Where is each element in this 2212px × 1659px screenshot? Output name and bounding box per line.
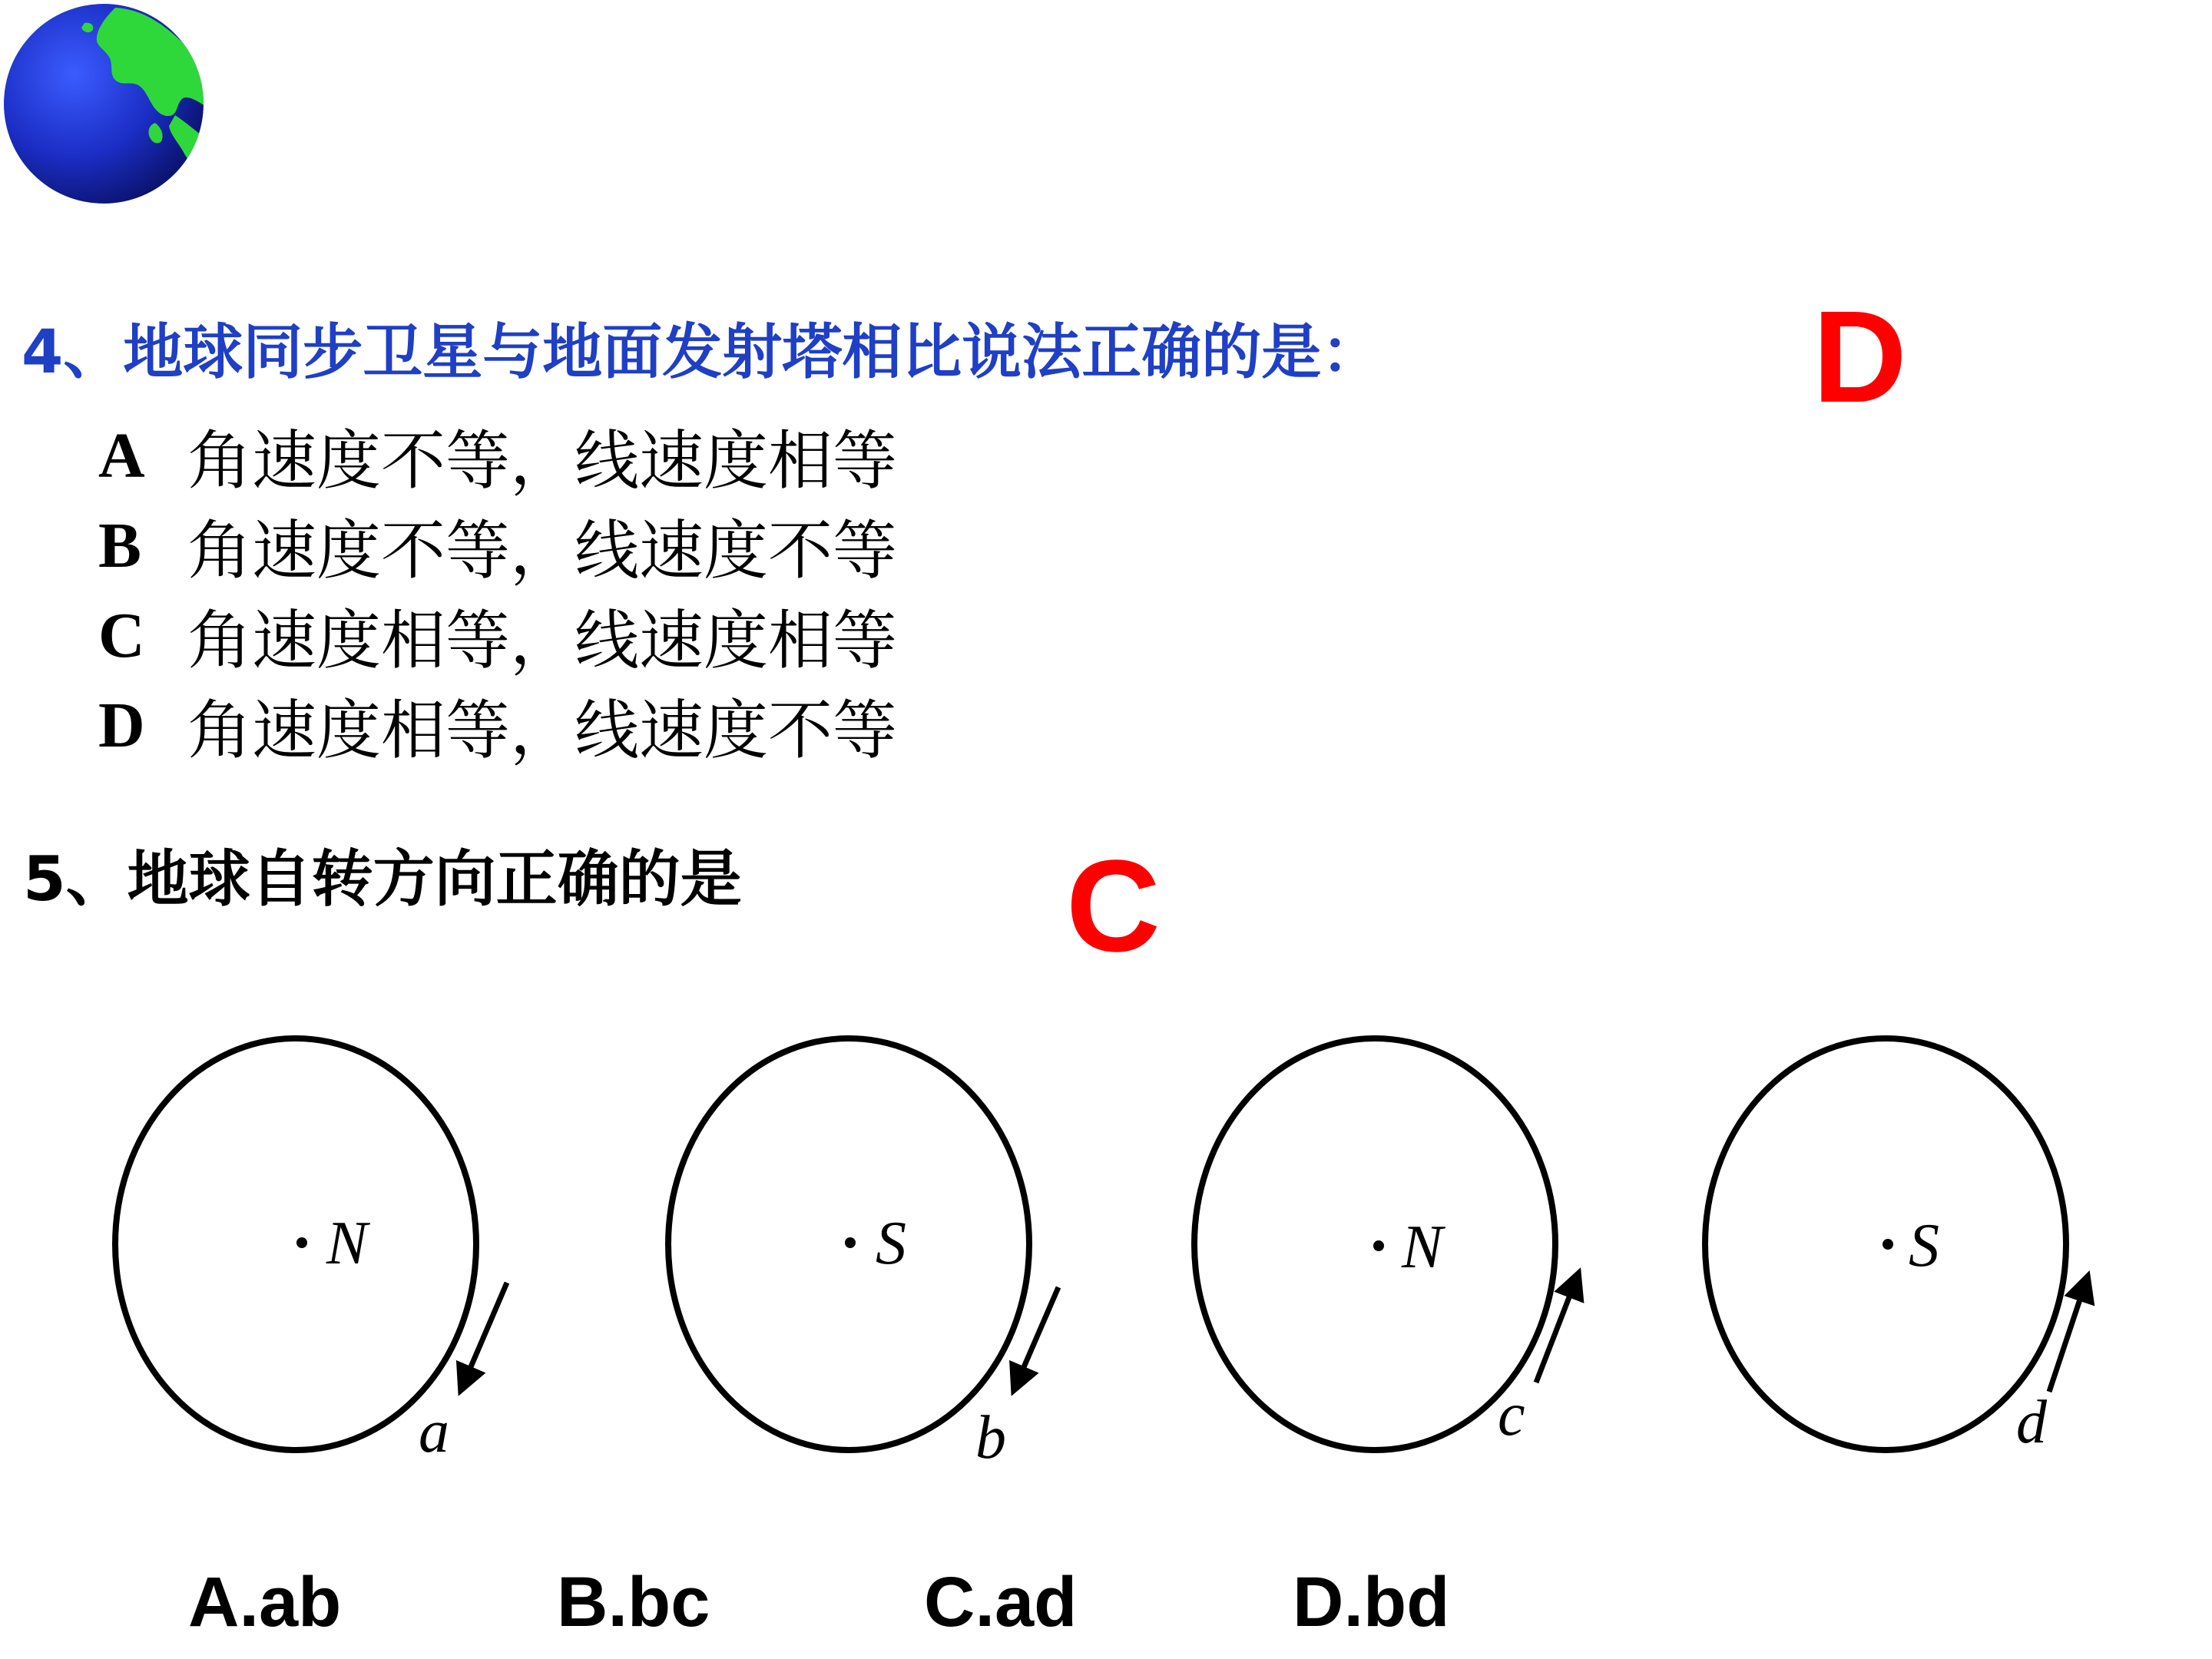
option-text: 角速度不等，线速度不等 bbox=[187, 513, 898, 588]
option-text: 角速度相等，线速度相等 bbox=[187, 603, 898, 678]
pole-dot bbox=[1373, 1240, 1384, 1251]
option-letter: D bbox=[98, 690, 145, 761]
option-letter: A bbox=[98, 420, 145, 492]
pole-label: S bbox=[876, 1210, 906, 1277]
question-5-title: 5、地球自转方向正确的是 bbox=[23, 843, 742, 915]
option-b bbox=[98, 501, 897, 591]
rotation-arrow bbox=[2049, 1277, 2088, 1392]
figure-label: c bbox=[1498, 1381, 1525, 1449]
pole-label: N bbox=[326, 1210, 368, 1277]
pole-label: S bbox=[1909, 1212, 1939, 1280]
pole-dot bbox=[1883, 1239, 1893, 1250]
choice-a: A.ab bbox=[188, 1563, 342, 1641]
rotation-diagrams bbox=[0, 998, 2212, 1490]
figure-b bbox=[668, 1038, 1058, 1472]
option-d bbox=[98, 680, 897, 770]
question-5-answer: C bbox=[1066, 833, 1161, 979]
choice-c: C.ad bbox=[924, 1563, 1078, 1641]
figure-c bbox=[1194, 1038, 1578, 1450]
option-letter: C bbox=[98, 600, 145, 671]
option-c bbox=[98, 591, 897, 680]
question-4-title: 4、地球同步卫星与地面发射塔相比说法正确的是： bbox=[22, 318, 1382, 387]
question-4-options bbox=[98, 411, 897, 770]
option-text: 角速度不等，线速度相等 bbox=[187, 423, 898, 498]
pole-label: N bbox=[1402, 1214, 1443, 1281]
figure-a bbox=[115, 1038, 507, 1465]
question-5-choices bbox=[0, 1563, 2212, 1644]
earth-globe-icon bbox=[0, 0, 207, 207]
figure-label: d bbox=[2016, 1389, 2047, 1456]
option-a bbox=[98, 411, 897, 501]
choice-d: D.bd bbox=[1293, 1563, 1450, 1641]
figure-label: a bbox=[419, 1398, 449, 1465]
earth-circle bbox=[115, 1038, 476, 1450]
option-letter: B bbox=[98, 510, 142, 581]
figure-label: b bbox=[975, 1404, 1006, 1472]
option-text: 角速度相等，线速度不等 bbox=[187, 693, 898, 768]
question-4-answer: D bbox=[1813, 284, 1907, 430]
pole-dot bbox=[296, 1237, 307, 1248]
pole-dot bbox=[845, 1237, 856, 1248]
choice-b: B.bc bbox=[557, 1563, 710, 1641]
figure-d bbox=[1705, 1038, 2088, 1456]
